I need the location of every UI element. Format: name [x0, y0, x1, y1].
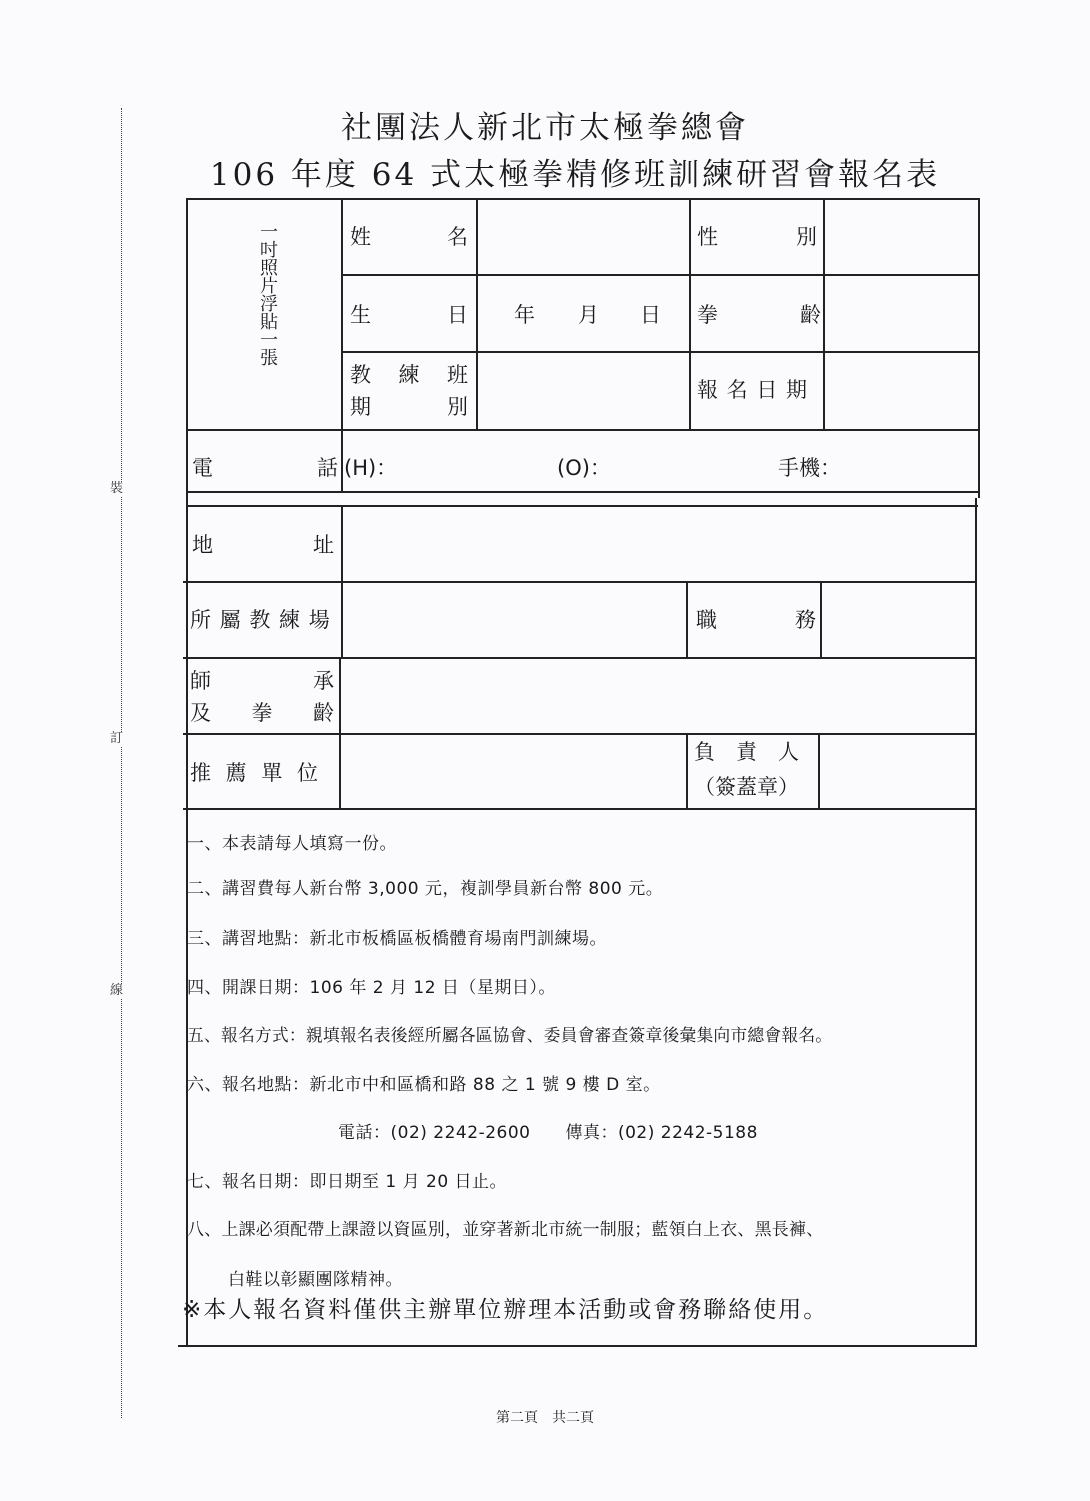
master-label-char: 齡 — [313, 701, 334, 725]
note-8-continued: 白鞋以彰顯團隊精神。 — [228, 1270, 403, 1290]
phone-label-char: 電 — [192, 456, 213, 480]
fist-age-field[interactable] — [825, 276, 977, 351]
note-6-contact: 電話：(02) 2242-2600 傳真：(02) 2242-5188 — [338, 1123, 758, 1143]
note-2: 二、講習費每人新台幣 3,000 元，複訓學員新台幣 800 元。 — [187, 879, 664, 899]
note-6: 六、報名地點：新北市中和區橋和路 88 之 1 號 9 樓 D 室。 — [187, 1075, 661, 1095]
note-7: 七、報名日期：即日期至 1 月 20 日止。 — [187, 1172, 508, 1192]
position-field[interactable] — [822, 583, 975, 657]
name-label-char: 名 — [447, 225, 468, 249]
birthday-month-unit: 月 — [578, 303, 599, 327]
address-label — [192, 530, 334, 560]
coach-class-label-char: 班 — [447, 363, 468, 387]
coach-class-label-char: 期 — [350, 395, 371, 419]
responsible-signature-field[interactable] — [820, 735, 975, 808]
birthday-field[interactable] — [478, 276, 688, 351]
gender-label-char: 別 — [796, 225, 817, 249]
master-label-line1 — [190, 666, 334, 696]
master-label-line2 — [190, 698, 334, 728]
signup-date-label: 報 名 日 期 — [697, 378, 809, 402]
recommend-unit-field[interactable] — [341, 735, 685, 808]
binding-mark-1: 裝 — [110, 481, 124, 496]
birthday-label-char: 日 — [447, 303, 468, 327]
master-label-char: 承 — [313, 669, 334, 693]
note-1: 一、本表請每人填寫一份。 — [187, 834, 397, 854]
birthday-year-unit: 年 — [514, 303, 535, 327]
gender-label-char: 性 — [697, 225, 718, 249]
fist-age-label-char: 拳 — [697, 303, 718, 327]
phone-label — [192, 453, 338, 483]
master-label-char: 拳 — [251, 701, 273, 725]
coach-class-field[interactable] — [478, 353, 688, 429]
responsible-label-line2: （簽蓋章） — [694, 775, 799, 799]
coach-class-label-char: 別 — [447, 395, 468, 419]
fist-age-label — [697, 300, 821, 330]
phone-label-char: 話 — [317, 456, 338, 480]
privacy-notice: ※本人報名資料僅供主辦單位辦理本活動或會務聯絡使用。 — [182, 1297, 829, 1323]
note-4: 四、開課日期：106 年 2 月 12 日（星期日）。 — [187, 978, 556, 998]
note-5: 五、報名方式：親填報名表後經所屬各區協會、委員會審查簽章後彙集向市總會報名。 — [187, 1025, 833, 1045]
note-8: 八、上課必須配帶上課證以資區別，並穿著新北市統一制服；藍領白上衣、黑長褲、 — [187, 1220, 824, 1240]
address-label-char: 址 — [313, 533, 334, 557]
photo-placeholder-label: 一吋照片浮貼一張 — [257, 222, 278, 366]
recommend-unit-label: 推 薦 單 位 — [190, 761, 323, 785]
coach-class-label-char: 教 — [350, 363, 371, 387]
responsible-label-line1: 負 責 人 — [694, 740, 799, 764]
name-field[interactable] — [478, 200, 688, 274]
birthday-label-char: 生 — [350, 303, 371, 327]
page-number: 第二頁 共二頁 — [496, 1410, 594, 1426]
training-site-label: 所 屬 教 練 場 — [190, 608, 331, 632]
phone-mobile-label: 手機： — [778, 456, 841, 480]
birthday-label — [350, 300, 468, 330]
coach-class-label-line2 — [350, 392, 468, 422]
address-field[interactable] — [343, 507, 975, 581]
coach-class-label-line1 — [350, 360, 468, 390]
name-label — [350, 222, 468, 252]
binding-mark-3: 線 — [110, 983, 124, 998]
master-label-char: 及 — [190, 701, 211, 725]
master-label-char: 師 — [190, 669, 211, 693]
position-label-char: 職 — [696, 608, 717, 632]
binding-margin-line — [121, 108, 122, 1418]
address-label-char: 地 — [192, 533, 213, 557]
organization-title: 社團法人新北市太極拳總會 — [341, 110, 749, 146]
gender-label — [697, 222, 817, 252]
gender-field[interactable] — [825, 200, 977, 274]
coach-class-label-char: 練 — [398, 363, 420, 387]
form-title: 106 年度 64 式太極拳精修班訓練研習會報名表 — [209, 157, 941, 193]
binding-mark-2: 訂 — [110, 731, 124, 746]
position-label-char: 務 — [795, 608, 816, 632]
note-3: 三、講習地點：新北市板橋區板橋體育場南門訓練場。 — [187, 929, 607, 949]
master-field[interactable] — [341, 659, 975, 733]
position-label — [696, 605, 816, 635]
birthday-day-unit: 日 — [640, 303, 661, 327]
training-site-field[interactable] — [343, 583, 685, 657]
fist-age-label-char: 齡 — [800, 303, 821, 327]
name-label-char: 姓 — [350, 225, 371, 249]
signup-date-field[interactable] — [825, 353, 977, 429]
phone-office-label: (O)： — [557, 456, 611, 480]
phone-home-label: (H)： — [344, 456, 398, 480]
